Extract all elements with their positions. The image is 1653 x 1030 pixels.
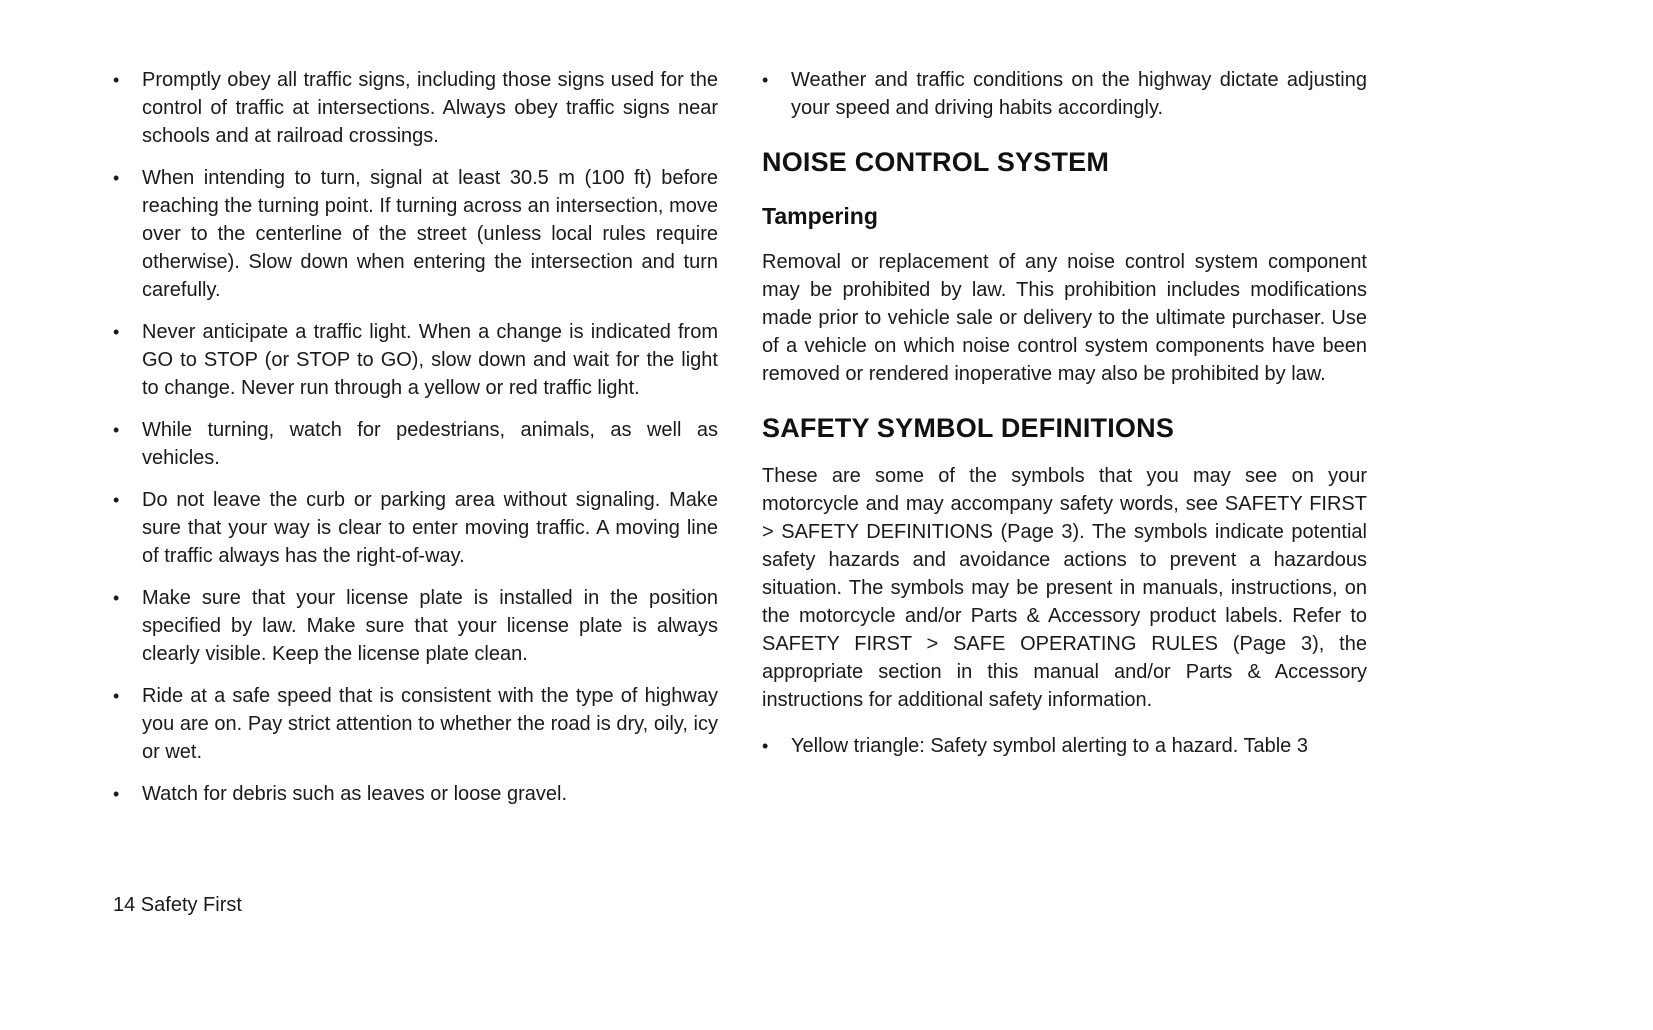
- bullet-text: Weather and traffic conditions on the highway dictate adjusting your speed and driving habits accordingly.: [791, 69, 1367, 119]
- bullet-item: [762, 732, 1367, 760]
- bullet-item: [762, 66, 1367, 122]
- bullet-marker-icon: •: [762, 70, 769, 90]
- bullet-item: [113, 318, 718, 402]
- safety-rules-bullet-list: [113, 66, 718, 808]
- safety-symbols-paragraph: These are some of the symbols that you may see on your motorcycle and may accompany safety words, see SAFETY FIRST > SAFETY DEFINITIONS (Page 3). The symbols indicate potential safety hazards and avoidance actions to prevent a hazardous situation. The symbols may be present in manuals, instructions, on the motorcycle and/or Parts & Accessory product labels. Refer to SAFETY FIRST > SAFE OPERATING RULES (Page 3), the appropriate section in this manual and/or Parts & Accessory instructions for additional safety information.: [762, 465, 1367, 711]
- two-column-layout: [113, 66, 1653, 808]
- bullet-text: Make sure that your license plate is installed in the position specified by law. Make sure that your license plate is always clearly visible. Keep the license plate clean.: [142, 587, 718, 665]
- noise-control-paragraph: Removal or replacement of any noise control system component may be prohibited by law. This prohibition includes modifications made prior to vehicle sale or delivery to the ultimate purchaser. Use of a vehicle on which noise control system components have been removed or rendered inoperative may also be prohibited by law.: [762, 251, 1367, 385]
- bullet-item: [113, 780, 718, 808]
- bullet-marker-icon: •: [113, 70, 120, 90]
- sub-heading-tampering: Tampering: [762, 203, 878, 229]
- bullet-text: When intending to turn, signal at least 30.5 m (100 ft) before reaching the turning point. If turning across an intersection, move over to the centerline of the street (unless local rules require otherwise). Slow down when entering the intersection and turn carefully.: [142, 167, 718, 301]
- bullet-marker-icon: •: [113, 420, 120, 440]
- right-column: [762, 66, 1367, 808]
- left-column: [113, 66, 718, 808]
- bullet-marker-icon: •: [113, 686, 120, 706]
- bullet-text: Never anticipate a traffic light. When a change is indicated from GO to STOP (or STOP to GO), slow down and wait for the light to change. Never run through a yellow or red traffic light.: [142, 321, 718, 399]
- bullet-marker-icon: •: [113, 322, 120, 342]
- bullet-marker-icon: •: [113, 490, 120, 510]
- bullet-text: Do not leave the curb or parking area without signaling. Make sure that your way is clear to enter moving traffic. A moving line of traffic always has the right-of-way.: [142, 489, 718, 567]
- bullet-item: [113, 486, 718, 570]
- bullet-item: [113, 584, 718, 668]
- section-heading-safety-symbol-definitions: SAFETY SYMBOL DEFINITIONS: [762, 413, 1175, 443]
- section-heading-noise-control-system: NOISE CONTROL SYSTEM: [762, 147, 1110, 177]
- weather-bullet-list: [762, 66, 1367, 122]
- bullet-marker-icon: •: [113, 588, 120, 608]
- bullet-text: Ride at a safe speed that is consistent with the type of highway you are on. Pay strict attention to whether the road is dry, oily, icy or wet.: [142, 685, 718, 763]
- bullet-marker-icon: •: [113, 784, 120, 804]
- bullet-item: [113, 66, 718, 150]
- bullet-item: [113, 416, 718, 472]
- bullet-item: [113, 164, 718, 304]
- page-footer: 14 Safety First: [113, 894, 242, 916]
- safety-symbols-bullet-list: [762, 732, 1367, 760]
- bullet-marker-icon: •: [113, 168, 120, 188]
- bullet-text: Watch for debris such as leaves or loose gravel.: [142, 783, 568, 805]
- bullet-text: While turning, watch for pedestrians, animals, as well as vehicles.: [142, 419, 718, 469]
- bullet-item: [113, 682, 718, 766]
- bullet-text: Yellow triangle: Safety symbol alerting to a hazard. Table 3: [791, 735, 1308, 757]
- bullet-marker-icon: •: [762, 736, 769, 756]
- bullet-text: Promptly obey all traffic signs, including those signs used for the control of traffic at intersections. Always obey traffic signs near schools and at railroad crossings.: [142, 69, 718, 147]
